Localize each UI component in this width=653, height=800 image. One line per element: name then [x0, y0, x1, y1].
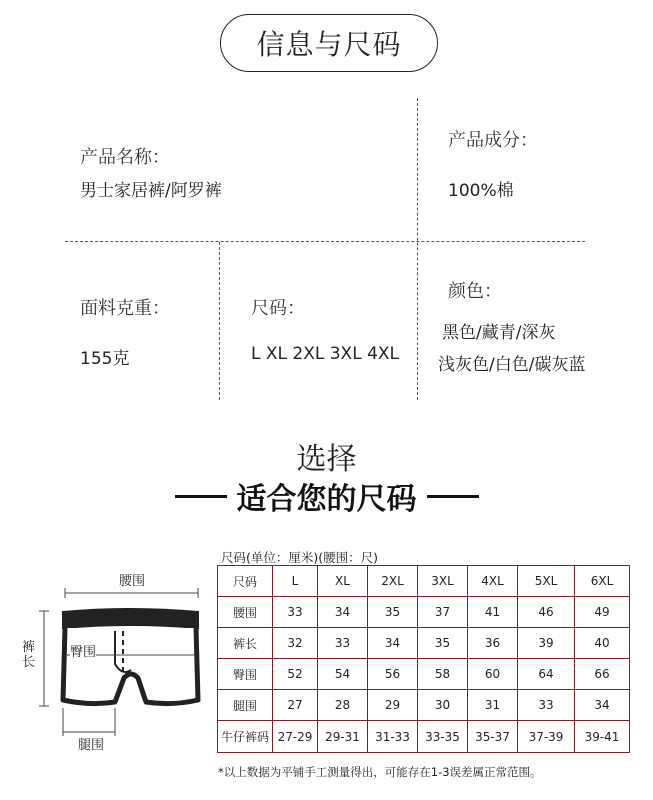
table-cell: 29-31	[318, 721, 368, 753]
table-cell: 27-29	[273, 721, 318, 753]
table-header-cell: 尺码	[218, 566, 273, 597]
divider	[219, 242, 220, 400]
thigh-label: 腿围	[78, 738, 105, 753]
table-row	[218, 597, 630, 628]
table-row	[218, 690, 630, 721]
table-cell: 腿围	[218, 690, 273, 721]
table-cell: 31	[468, 690, 518, 721]
shorts-illustration	[20, 566, 220, 756]
table-cell: 60	[468, 659, 518, 690]
table-cell: 牛仔裤码	[218, 721, 273, 753]
section-subtitle: 选择	[296, 442, 357, 477]
waist-label: 腰围	[119, 574, 146, 589]
table-cell: 49	[575, 597, 630, 628]
product-name-label: 产品名称：	[80, 147, 170, 168]
composition-value: 100%棉	[448, 181, 514, 201]
table-cell: 35-37	[468, 721, 518, 753]
page-title: 信息与尺码	[220, 14, 438, 72]
title-dash-right	[427, 495, 479, 498]
size-value: L XL 2XL 3XL 4XL	[251, 344, 400, 364]
table-header-row	[218, 566, 630, 597]
table-cell: 27	[273, 690, 318, 721]
weight-label: 面料克重：	[80, 298, 170, 319]
color-value-line2: 浅灰色/白色/碳灰蓝	[438, 355, 586, 375]
color-label: 颜色：	[448, 281, 502, 302]
table-header-cell: 5XL	[518, 566, 575, 597]
length-label: 裤长	[22, 640, 36, 670]
table-cell: 28	[318, 690, 368, 721]
table-cell: 34	[575, 690, 630, 721]
table-cell: 35	[368, 597, 418, 628]
table-cell: 腰围	[218, 597, 273, 628]
table-header-cell: 3XL	[418, 566, 468, 597]
hip-label: 臀围	[70, 641, 96, 660]
table-cell: 35	[418, 628, 468, 659]
table-cell: 52	[273, 659, 318, 690]
table-cell: 30	[418, 690, 468, 721]
table-cell: 37	[418, 597, 468, 628]
table-cell: 40	[575, 628, 630, 659]
table-cell: 46	[518, 597, 575, 628]
table-cell: 32	[273, 628, 318, 659]
table-cell: 33	[318, 628, 368, 659]
table-cell: 56	[368, 659, 418, 690]
product-name-value: 男士家居裤/阿罗裤	[80, 181, 222, 201]
table-cell: 54	[318, 659, 368, 690]
table-header-cell: XL	[318, 566, 368, 597]
table-cell: 58	[418, 659, 468, 690]
table-cell: 37-39	[518, 721, 575, 753]
divider	[417, 98, 418, 400]
divider	[65, 241, 585, 242]
table-cell: 41	[468, 597, 518, 628]
table-row	[218, 721, 630, 753]
color-value-line1: 黑色/藏青/深灰	[442, 323, 556, 343]
size-label: 尺码：	[251, 298, 305, 319]
table-cell: 39-41	[575, 721, 630, 753]
table-header-cell: 2XL	[368, 566, 418, 597]
section-title-text: 适合您的尺码	[236, 482, 417, 517]
weight-value: 155克	[80, 349, 130, 369]
size-table	[217, 565, 630, 753]
table-cell: 34	[368, 628, 418, 659]
footnote: *以上数据为平铺手工测量得出，可能存在1-3误差属正常范围。	[218, 765, 542, 779]
table-header-cell: 6XL	[575, 566, 630, 597]
table-cell: 34	[318, 597, 368, 628]
table-cell: 29	[368, 690, 418, 721]
table-cell: 31-33	[368, 721, 418, 753]
table-cell: 裤长	[218, 628, 273, 659]
table-header-cell: L	[273, 566, 318, 597]
section-title	[0, 474, 653, 518]
table-cell: 臀围	[218, 659, 273, 690]
table-cell: 36	[468, 628, 518, 659]
table-cell: 66	[575, 659, 630, 690]
table-cell: 64	[518, 659, 575, 690]
composition-label: 产品成分：	[448, 130, 538, 151]
table-cell: 39	[518, 628, 575, 659]
table-row	[218, 659, 630, 690]
title-dash-left	[175, 495, 227, 498]
shorts-diagram	[20, 566, 220, 756]
unit-note: 尺码(单位：厘米)(腰围：尺)	[221, 550, 379, 565]
table-cell: 33	[273, 597, 318, 628]
table-cell: 33-35	[418, 721, 468, 753]
table-cell: 33	[518, 690, 575, 721]
table-row	[218, 628, 630, 659]
table-header-cell: 4XL	[468, 566, 518, 597]
